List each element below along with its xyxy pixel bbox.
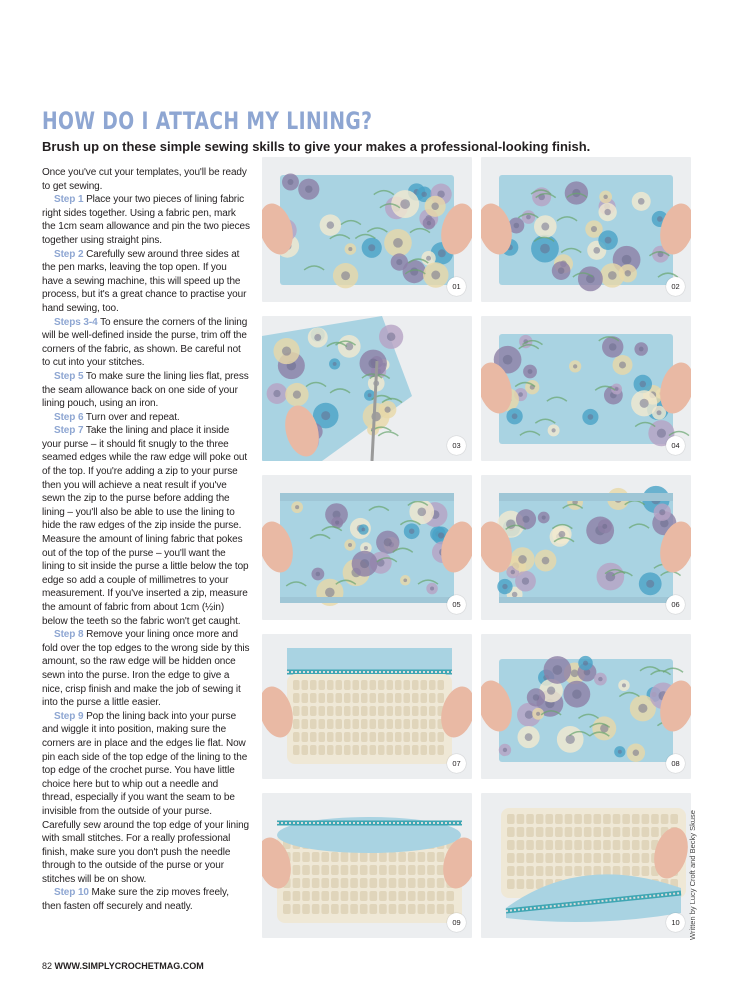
photo-number-badge: 09 xyxy=(447,913,466,932)
website-url: WWW.SIMPLYCROCHETMAG.COM xyxy=(54,961,204,971)
step-text: Turn over and repeat. xyxy=(83,411,180,423)
step-text: Pop the lining back into your purse and wiggle it into position, making sure the corners are in place and the edges lie flat. Now pin each side of the top edge of the lining to the top edge of the crochet purse. You have little choice here but to whip out a needle and thread, especially if you want the seam to be invisible from the outside of your purse. Carefully sew around the top edge of your lining with small stitches. For a really professional finish, make sure you don't push the needle through to the outside of the purse or your stitches will be on show. xyxy=(42,710,249,885)
step-1 xyxy=(42,193,250,247)
step-label: Step 8 xyxy=(54,629,84,641)
step-photo xyxy=(481,316,691,461)
step-text: Take the lining and place it inside your purse – it should fit snugly to the three seamed edges while the raw edge will poke out of the top. If you're adding a zip to your purse then you will achieve a neat result if you've sewn the zip to the purse before adding the lining – you'll also be able to use the lining to hide the raw edges of the zip inside the purse. Measure the amount of lining fabric that pokes out of the top of the purse – you'll want the lining to sit inside the purse a little below the top edge so add a couple of millimetres to your measurement. If you've inserted a zip, measure the amount of fabric from about 1cm (½in) below the teeth so the fabric won't get caught. xyxy=(42,425,249,627)
instructions-column xyxy=(42,166,250,914)
step-text: Make sure the zip moves freely, then fasten off securely and neatly. xyxy=(42,887,229,913)
photo-number-badge: 02 xyxy=(666,277,685,296)
photo-number-badge: 04 xyxy=(666,436,685,455)
photo-number-badge: 03 xyxy=(447,436,466,455)
step-6 xyxy=(42,411,250,425)
step-7 xyxy=(42,424,250,628)
photo-number-badge: 05 xyxy=(447,595,466,614)
step-label: Step 5 xyxy=(54,370,84,382)
step-10 xyxy=(42,886,250,913)
step-text: Remove your lining once more and fold over the top edges to the wrong side by this amount, so the raw edge will be hidden once sewn into the purse. Iron the edge to give a nice, crisp finish and make the job of sewing it into the purse a little easier. xyxy=(42,629,250,709)
step-2 xyxy=(42,248,250,316)
step-photo xyxy=(481,475,691,620)
photo-number-badge: 06 xyxy=(666,595,685,614)
step-text: To ensure the corners of the lining will be well-defined inside the purse, trim off the corners of the fabric, as shown. Be careful not to cut into your stitches. xyxy=(42,316,248,369)
step-label: Step 10 xyxy=(54,887,89,899)
step-label: Steps 3-4 xyxy=(54,316,98,328)
step-label: Step 1 xyxy=(54,194,84,206)
step-photo xyxy=(262,634,472,779)
step-label: Step 7 xyxy=(54,425,84,437)
step-5 xyxy=(42,370,250,411)
step-text: To make sure the lining lies flat, press the seam allowance back on one side of your lining pouch, using an iron. xyxy=(42,370,249,410)
page-number: 82 xyxy=(42,961,53,971)
step-photo xyxy=(481,793,691,938)
step-9 xyxy=(42,710,250,887)
step-photo xyxy=(481,634,691,779)
step-label: Step 9 xyxy=(54,710,84,722)
photo-number-badge: 08 xyxy=(666,754,685,773)
photo-number-badge: 01 xyxy=(447,277,466,296)
step-photo xyxy=(262,316,472,461)
step-3-4 xyxy=(42,316,250,370)
step-text: Place your two pieces of lining fabric right sides together. Using a fabric pen, mark the 1cm seam allowance and pin the two pieces together using straight pins. xyxy=(42,194,250,246)
step-photo xyxy=(262,793,472,938)
intro-paragraph: Once you've cut your templates, you'll be ready to get sewing. xyxy=(42,167,247,192)
step-8 xyxy=(42,628,250,710)
photo-number-badge: 07 xyxy=(447,754,466,773)
step-text: Carefully sew around three sides at the pen marks, leaving the top open. If you have a sewing machine, this will speed up the process, but it's a great chance to practise your hand sewing, too. xyxy=(42,248,247,314)
page-subheading: Brush up on these simple sewing skills to give your makes a professional-looking finish. xyxy=(42,139,591,154)
step-photo xyxy=(262,475,472,620)
step-label: Step 2 xyxy=(54,248,84,260)
photo-number-badge: 10 xyxy=(666,913,685,932)
step-photo xyxy=(262,157,472,302)
page-footer xyxy=(42,961,204,971)
page-heading: HOW DO I ATTACH MY LINING? xyxy=(42,107,373,135)
step-label: Step 6 xyxy=(54,411,84,423)
author-credit: Written by Lucy Croft and Becky Skuse xyxy=(688,810,697,940)
step-photo xyxy=(481,157,691,302)
